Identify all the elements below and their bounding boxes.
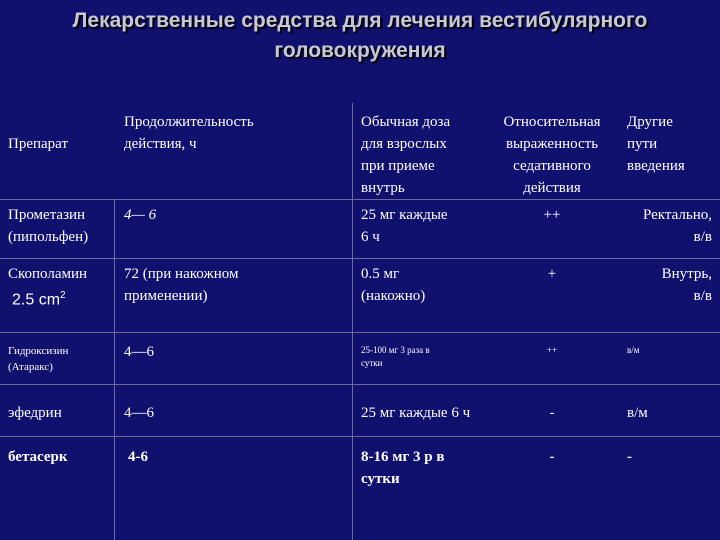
cell-dose: 25 мг каждые 6 ч [361,405,471,421]
header-routes: Другие пути введения [627,114,685,174]
cell-dose: 25 мг каждые 6 ч [361,207,448,245]
cell-sedation: - [549,449,555,465]
cell-duration: 4—6 [124,405,154,421]
row-divider [0,384,720,385]
header-sedation: Относительная выраженность седативного действия [503,114,601,196]
cell-sedation: ++ [546,345,558,355]
title-line-1: Лекарственные средства для лечения вестибулярного [72,9,648,32]
column-divider [352,103,353,540]
page-title [0,6,720,66]
row-divider [0,436,720,437]
cell-drug: Прометазин (пипольфен) [8,207,89,245]
row-divider [0,199,720,200]
cell-duration: 4—6 [124,344,154,360]
row-divider [0,258,720,259]
drug-table [0,103,720,540]
column-divider [114,199,115,540]
cell-drug: бетасерк [8,449,68,465]
cell-sedation: ++ [543,207,561,223]
cell-dose: 0.5 мг (накожно) [361,266,426,304]
cell-dose: 25-100 мг 3 раза в сутки [361,345,430,368]
cell-sedation: - [549,405,555,421]
cell-dose: 8-16 мг 3 р в сутки [361,449,445,487]
cell-routes: Внутрь, в/в [661,266,712,304]
cell-routes: в/м [627,345,640,355]
cell-drug: Гидроксизин (Атаракс) [8,345,69,373]
cell-drug: эфедрин [8,405,62,421]
header-duration: Продолжительность действия, ч [124,114,254,152]
cell-sedation: + [547,266,557,282]
header-dose: Обычная доза для взрослых при приеме внутрь [361,114,451,196]
cell-routes: в/м [627,405,648,421]
header-drug: Препарат [8,136,68,152]
cell-drug: Скополамин 2.5 $cm^2$ [8,266,88,309]
cell-duration: 72 (при накожном применении) [124,266,239,304]
cell-duration: 4— 6 [124,207,157,223]
cell-routes: - [627,449,632,465]
row-divider [0,332,720,333]
cell-duration: 4-6 [128,449,148,465]
title-line-2: головокружения [274,39,446,62]
cell-routes: Ректально, в/в [642,207,712,245]
